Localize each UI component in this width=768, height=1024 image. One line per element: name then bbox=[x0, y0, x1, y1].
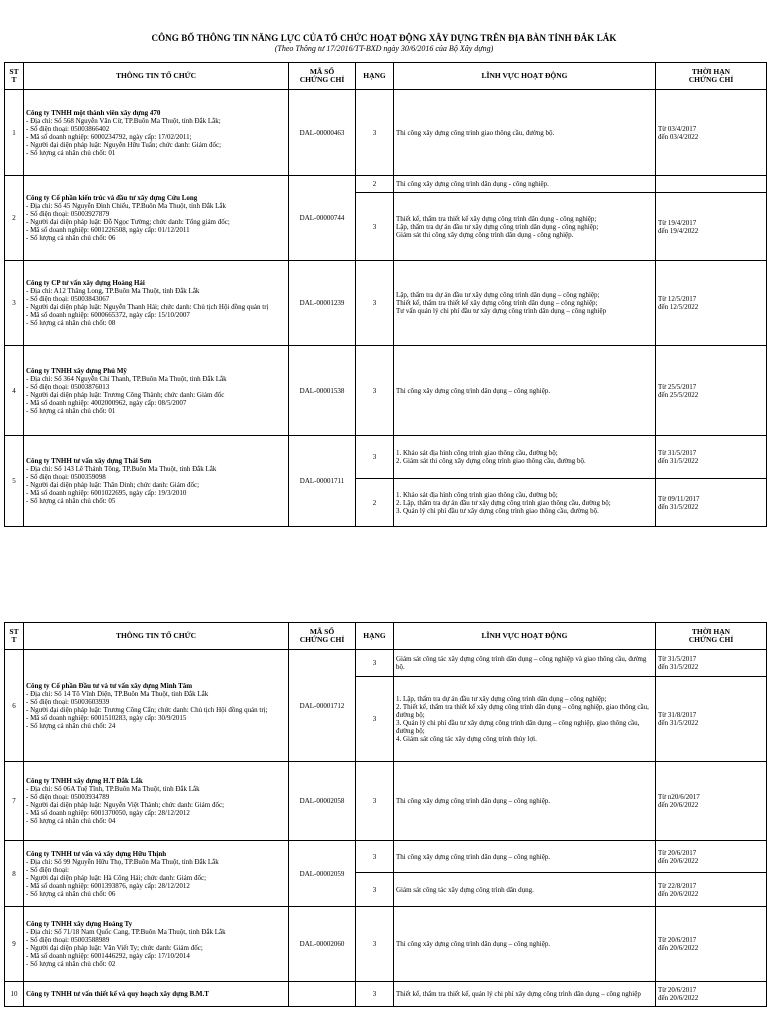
header-rank: HẠNG bbox=[356, 623, 394, 650]
field-line: 1. Khảo sát địa hình công trình giao thông cầu, đường bộ; bbox=[396, 490, 558, 499]
org-name: Công ty TNHH xây dựng H.T Đắk Lắk bbox=[26, 777, 143, 785]
field-of-activity bbox=[394, 841, 656, 873]
field-of-activity bbox=[394, 436, 656, 479]
org-detail-line: - Địa chỉ: Số 99 Nguyễn Hữu Thọ, TP.Buôn Ma Thuột, tỉnh Đắk Lắk bbox=[26, 857, 219, 866]
header-valid: THỜI HẠN CHỨNG CHỈ bbox=[656, 623, 767, 650]
page-subtitle: (Theo Thông tư 17/2016/TT-BXD ngày 30/6/2016 của Bộ Xây dựng) bbox=[274, 44, 494, 53]
row-stt: 7 bbox=[5, 762, 24, 841]
org-name: Công ty TNHH một thành viên xây dựng 470 bbox=[26, 108, 161, 117]
org-name: Công ty CP tư vấn xây dựng Hoàng Hải bbox=[26, 279, 145, 287]
org-detail-line: - Người đại diện pháp luật: Hà Công Hải; chức danh: Giám đốc; bbox=[26, 873, 207, 882]
rank-value: 3 bbox=[356, 346, 394, 436]
org-detail-line: - Số lượng cá nhân chủ chốt: 02 bbox=[26, 960, 116, 968]
org-detail-line: - Số lượng cá nhân chủ chốt: 06 bbox=[26, 889, 116, 898]
org-detail-line: - Số lượng cá nhân chủ chốt: 01 bbox=[26, 406, 116, 415]
rank-value: 3 bbox=[356, 650, 394, 677]
org-info bbox=[24, 982, 289, 1007]
org-detail-line: - Địa chỉ: Số 45 Nguyễn Đình Chiểu, TP.Buôn Ma Thuột, tỉnh Đắk Lắk bbox=[26, 202, 227, 210]
header-valid: THỜI HẠN CHỨNG CHỈ bbox=[656, 63, 767, 90]
table-row bbox=[5, 907, 767, 982]
validity-line: Từ 31/5/2017 bbox=[658, 655, 697, 663]
header-cert: MÃ SỐ CHỨNG CHỈ bbox=[289, 63, 356, 90]
field-line: Lập, thẩm tra dự án đầu tư xây dựng công trình dân dụng – công nghiệp; bbox=[396, 291, 600, 299]
validity-period bbox=[656, 346, 767, 436]
org-name: Công ty TNHH tư vấn và xây dựng Hữu Thịnh bbox=[26, 849, 167, 858]
field-line: Thiết kế, thẩm tra thiết kế, quản lý chi phí xây dựng công trình dân dụng – công nghiệp bbox=[396, 990, 641, 998]
table-row bbox=[5, 261, 767, 346]
org-name: Công ty Cổ phần Đầu tư và tư vấn xây dựng Minh Tâm bbox=[26, 681, 193, 690]
field-of-activity bbox=[394, 982, 656, 1007]
row-stt: 9 bbox=[5, 907, 24, 982]
field-line: Lập, thẩm tra dự án đầu tư xây dựng công trình dân dụng - công nghiệp; bbox=[396, 222, 599, 231]
validity-line: đến 20/6/2022 bbox=[658, 994, 699, 1002]
table-row bbox=[5, 436, 767, 479]
org-table-1 bbox=[4, 62, 767, 527]
header-stt: STT bbox=[5, 63, 24, 90]
validity-period bbox=[656, 193, 767, 261]
header-org: THÔNG TIN TỔ CHỨC bbox=[24, 63, 289, 90]
field-line: 1. Lập, thẩm tra dự án đầu tư xây dựng công trình dân dụng – công nghiệp; bbox=[396, 695, 607, 703]
field-line: Thi công xây dựng công trình dân dụng – công nghiệp. bbox=[396, 797, 551, 805]
header-cert: MÃ SỐ CHỨNG CHỈ bbox=[289, 623, 356, 650]
field-line: 2. Lập, thẩm tra dự án đầu tư xây dựng công trình giao thông cầu, đường bộ; bbox=[396, 498, 611, 507]
field-line: Thiết kế, thẩm tra thiết kế xây dựng công trình dân dụng - công nghiệp; bbox=[396, 214, 597, 223]
org-detail-line: - Người đại diện pháp luật: Nguyễn Hữu Tuấn; chức danh: Giám đốc; bbox=[26, 140, 222, 149]
field-line: 2. Thiết kế, thẩm tra thiết kế xây dựng công trình dân dụng – công nghiệp, giao thông cầu, đường bộ; bbox=[396, 703, 649, 719]
org-name: Công ty TNHH xây dựng Hoàng Ty bbox=[26, 920, 133, 928]
cert-number: DAL-00002060 bbox=[289, 907, 356, 982]
org-detail-line: - Địa chỉ: A12 Thăng Long, TP.Buôn Ma Thuột, tỉnh Đắk Lắk bbox=[26, 287, 200, 295]
org-table-1-body bbox=[5, 90, 767, 527]
validity-period bbox=[656, 650, 767, 677]
validity-line: đến 20/6/2022 bbox=[658, 944, 699, 952]
org-info bbox=[24, 436, 289, 527]
validity-line: Từ 31/5/2017 bbox=[658, 449, 697, 457]
org-detail-line: - Địa chỉ: Số 14 Tô Vĩnh Diện, TP.Buôn Ma Thuột, tỉnh Đắk Lắk bbox=[26, 689, 209, 698]
org-name: Công ty TNHH tư vấn thiết kế và quy hoạch xây dựng B.M.T bbox=[26, 990, 209, 998]
org-detail-line: - Mã số doanh nghiệp: 6000665372, ngày cấp: 15/10/2007 bbox=[26, 311, 190, 319]
row-stt: 4 bbox=[5, 346, 24, 436]
org-detail-line: - Người đại diện pháp luật: Nguyễn Thanh Hải; chức danh: Chủ tịch Hội đồng quản trị bbox=[26, 303, 269, 311]
org-detail-line: - Số điện thoại: 05003934789 bbox=[26, 793, 110, 801]
validity-line: đến 12/5/2022 bbox=[658, 303, 699, 311]
rank-value: 3 bbox=[356, 841, 394, 873]
org-detail-line: - Số điện thoại: 05003927879 bbox=[26, 210, 110, 218]
cert-number: DAL-00000463 bbox=[289, 90, 356, 176]
header-rank: HẠNG bbox=[356, 63, 394, 90]
rank-value: 3 bbox=[356, 982, 394, 1007]
validity-line: đến 31/5/2022 bbox=[658, 663, 699, 671]
row-stt: 1 bbox=[5, 90, 24, 176]
org-detail-line: - Số lượng cá nhân chủ chốt: 01 bbox=[26, 148, 116, 157]
row-stt: 5 bbox=[5, 436, 24, 527]
org-table-2 bbox=[4, 622, 767, 1007]
validity-line: Từ n20/6/2017 bbox=[658, 793, 700, 801]
validity-period bbox=[656, 762, 767, 841]
org-detail-line: - Mã số doanh nghiệp: 6001370050, ngày cấp: 28/12/2012 bbox=[26, 809, 190, 817]
rank-value: 3 bbox=[356, 762, 394, 841]
field-line: 4. Giám sát công tác xây dựng công trình thủy lợi. bbox=[396, 735, 537, 743]
org-detail-line: - Người đại diện pháp luật: Nguyễn Việt Thành; chức danh: Giám đốc; bbox=[26, 801, 225, 809]
table-row bbox=[5, 841, 767, 873]
rank-value: 2 bbox=[356, 176, 394, 193]
field-of-activity bbox=[394, 677, 656, 762]
org-info bbox=[24, 650, 289, 762]
cert-number: DAL-00001711 bbox=[289, 436, 356, 527]
validity-period bbox=[656, 841, 767, 873]
validity-line: đến 31/5/2022 bbox=[658, 719, 699, 727]
org-detail-line: - Người đại diện pháp luật: Đỗ Ngọc Tường; chức danh: Tổng giám đốc; bbox=[26, 218, 230, 226]
row-stt: 6 bbox=[5, 650, 24, 762]
validity-period bbox=[656, 677, 767, 762]
row-stt: 10 bbox=[5, 982, 24, 1007]
validity-period bbox=[656, 982, 767, 1007]
org-info bbox=[24, 841, 289, 907]
org-detail-line: - Mã số doanh nghiệp: 6001446292, ngày cấp: 17/10/2014 bbox=[26, 952, 190, 960]
field-line: Thi công xây dựng công trình giao thông cầu, đường bộ. bbox=[396, 128, 555, 137]
validity-line: đến 20/6/2022 bbox=[658, 801, 699, 809]
field-of-activity bbox=[394, 176, 656, 193]
validity-line: Từ 25/5/2017 bbox=[658, 382, 697, 391]
validity-line: đến 25/5/2022 bbox=[658, 390, 699, 399]
table-row bbox=[5, 982, 767, 1007]
org-info bbox=[24, 762, 289, 841]
org-detail-line: - Mã số doanh nghiệp: 6000234792, ngày cấp: 17/02/2011; bbox=[26, 132, 192, 141]
org-detail-line: - Địa chỉ: Số 364 Nguyễn Chí Thanh, TP.Buôn Ma Thuột, tỉnh Đắk Lắk bbox=[26, 374, 227, 383]
org-detail-line: - Số điện thoại: 05003876013 bbox=[26, 382, 110, 391]
cert-number bbox=[289, 982, 356, 1007]
validity-line: Từ 03/4/2017 bbox=[658, 124, 697, 133]
validity-line: Từ 20/6/2017 bbox=[658, 848, 697, 857]
validity-line: Từ 22/8/2017 bbox=[658, 881, 697, 890]
cert-number: DAL-00001239 bbox=[289, 261, 356, 346]
validity-period bbox=[656, 873, 767, 907]
field-of-activity bbox=[394, 907, 656, 982]
validity-period bbox=[656, 436, 767, 479]
cert-number: DAL-00001538 bbox=[289, 346, 356, 436]
table-row bbox=[5, 346, 767, 436]
cert-number: DAL-00002058 bbox=[289, 762, 356, 841]
validity-line: Từ 31/8/2017 bbox=[658, 711, 697, 719]
org-detail-line: - Số lượng cá nhân chủ chốt: 08 bbox=[26, 319, 116, 327]
field-line: 3. Quản lý chi phí đầu tư xây dựng công trình dân dụng – công nghiệp, giao thông cầu, đường bộ; bbox=[396, 719, 640, 735]
org-detail-line: - Mã số doanh nghiệp: 4002000962, ngày cấp: 08/5/2007 bbox=[26, 398, 187, 407]
validity-line: đến 31/5/2022 bbox=[658, 457, 699, 465]
field-line: Giám sát công tác xây dựng công trình dân dụng. bbox=[396, 885, 534, 894]
field-line: 2. Giám sát thi công xây dựng công trình giao thông cầu, đường bộ. bbox=[396, 457, 586, 465]
field-of-activity bbox=[394, 90, 656, 176]
org-detail-line: - Mã số doanh nghiệp: 6001393876, ngày cấp: 28/12/2012 bbox=[26, 881, 190, 890]
validity-line: Từ 09/11/2017 bbox=[658, 494, 700, 503]
rank-value: 3 bbox=[356, 907, 394, 982]
org-info bbox=[24, 907, 289, 982]
org-detail-line: - Người đại diện pháp luật: Thân Dinh; chức danh: Giám đốc; bbox=[26, 481, 200, 489]
row-stt: 2 bbox=[5, 176, 24, 261]
table-row bbox=[5, 650, 767, 677]
org-detail-line: - Số lượng cá nhân chủ chốt: 24 bbox=[26, 721, 116, 730]
cert-number: DAL-00000744 bbox=[289, 176, 356, 261]
validity-line: đến 19/4/2022 bbox=[658, 226, 699, 235]
org-detail-line: - Người đại diện pháp luật: Văn Viết Ty; chức danh: Giám đốc; bbox=[26, 944, 203, 952]
rank-value: 2 bbox=[356, 479, 394, 527]
field-line: 3. Quản lý chi phí đầu tư xây dựng công trình giao thông cầu, đường bộ. bbox=[396, 506, 599, 515]
field-of-activity bbox=[394, 261, 656, 346]
org-detail-line: - Số điện thoại: 0500359098 bbox=[26, 473, 106, 481]
header-field: LĨNH VỰC HOẠT ĐỘNG bbox=[394, 63, 656, 90]
cert-number: DAL-00001712 bbox=[289, 650, 356, 762]
field-of-activity bbox=[394, 650, 656, 677]
validity-line: Từ 20/6/2017 bbox=[658, 936, 697, 944]
validity-period bbox=[656, 90, 767, 176]
org-name: Công ty TNHH xây dựng Phú Mỹ bbox=[26, 366, 127, 375]
org-name: Công ty TNHH tư vấn xây dựng Thái Sơn bbox=[26, 457, 152, 465]
header-org: THÔNG TIN TỔ CHỨC bbox=[24, 623, 289, 650]
org-info bbox=[24, 346, 289, 436]
row-stt: 3 bbox=[5, 261, 24, 346]
validity-line: đến 20/6/2022 bbox=[658, 889, 699, 898]
org-detail-line: - Số điện thoại: 05003843067 bbox=[26, 295, 110, 303]
page-title: CÔNG BỐ THÔNG TIN NĂNG LỰC CỦA TỔ CHỨC HOẠT ĐỘNG XÂY DỰNG TRÊN ĐỊA BÀN TỈNH ĐẮK LẮK bbox=[151, 33, 617, 43]
org-detail-line: - Số lượng cá nhân chủ chốt: 05 bbox=[26, 497, 116, 505]
org-detail-line: - Địa chỉ: Số 71/18 Nam Quốc Cang, TP.Buôn Ma Thuột, tỉnh Đắk Lắk bbox=[26, 928, 226, 936]
org-detail-line: - Mã số doanh nghiệp: 6001226508, ngày cấp: 01/12/2011 bbox=[26, 226, 190, 234]
org-detail-line: - Số điện thoại: 05003603939 bbox=[26, 697, 110, 706]
validity-period bbox=[656, 907, 767, 982]
org-detail-line: - Số lượng cá nhân chủ chốt: 04 bbox=[26, 817, 116, 825]
validity-line: Từ 19/4/2017 bbox=[658, 218, 697, 227]
org-detail-line: - Số điện thoại: 05003588989 bbox=[26, 936, 110, 944]
org-detail-line: - Số điện thoại: 05003866402 bbox=[26, 124, 110, 133]
rank-value: 3 bbox=[356, 261, 394, 346]
field-line: Giám sát thi công xây dựng công trình dân dụng - công nghiệp. bbox=[396, 230, 574, 239]
org-detail-line: - Địa chỉ: Số 568 Nguyễn Văn Cừ, TP.Buôn Ma Thuột, tỉnh Đắk Lắk; bbox=[26, 116, 221, 125]
validity-line: đến 03/4/2022 bbox=[658, 132, 699, 141]
table-row bbox=[5, 762, 767, 841]
field-line: Giám sát công tác xây dựng công trình dân dụng – công nghiệp và giao thông cầu, đường bộ. bbox=[396, 655, 647, 671]
field-of-activity bbox=[394, 346, 656, 436]
rank-value: 3 bbox=[356, 436, 394, 479]
org-detail-line: - Người đại diện pháp luật: Trương Công Cẩn; chức danh: Chủ tịch Hội đồng quản trị; bbox=[26, 705, 268, 714]
validity-line: đến 31/5/2022 bbox=[658, 502, 699, 511]
table-row bbox=[5, 176, 767, 193]
field-of-activity bbox=[394, 479, 656, 527]
org-detail-line: - Mã số doanh nghiệp: 6001510283, ngày cấp: 30/9/2015 bbox=[26, 713, 187, 722]
validity-line: Từ 20/6/2017 bbox=[658, 986, 697, 994]
field-line: 1. Khảo sát địa hình công trình giao thông cầu, đường bộ; bbox=[396, 449, 558, 457]
org-detail-line: - Địa chỉ: Số 143 Lê Thánh Tông, TP.Buôn Ma Thuột, tỉnh Đắk Lắk bbox=[26, 465, 217, 473]
field-of-activity bbox=[394, 193, 656, 261]
org-name: Công ty Cổ phần kiến trúc và đầu tư xây dựng Cửu Long bbox=[26, 194, 198, 202]
header-stt: STT bbox=[5, 623, 24, 650]
header-field: LĨNH VỰC HOẠT ĐỘNG bbox=[394, 623, 656, 650]
cert-number: DAL-00002059 bbox=[289, 841, 356, 907]
field-line: Thi công xây dựng công trình dân dụng – công nghiệp. bbox=[396, 940, 551, 948]
org-detail-line: - Địa chỉ: Số 06A Tuệ Tĩnh, TP.Buôn Ma Thuột, tỉnh Đắk Lắk bbox=[26, 785, 200, 793]
org-info bbox=[24, 176, 289, 261]
org-info bbox=[24, 261, 289, 346]
field-of-activity bbox=[394, 873, 656, 907]
field-line: Thiết kế, thẩm tra thiết kế xây dựng công trình dân dụng – công nghiệp; bbox=[396, 299, 598, 307]
org-table-2-body bbox=[5, 650, 767, 1007]
validity-period bbox=[656, 261, 767, 346]
org-detail-line: - Mã số doanh nghiệp: 6001022695, ngày cấp: 19/3/2010 bbox=[26, 489, 187, 497]
validity-line: Từ 12/5/2017 bbox=[658, 295, 697, 303]
table-row bbox=[5, 90, 767, 176]
field-line: Thi công xây dựng công trình dân dụng – công nghiệp. bbox=[396, 852, 551, 861]
rank-value: 3 bbox=[356, 193, 394, 261]
org-detail-line: - Số điện thoại: bbox=[26, 865, 69, 874]
rank-value: 3 bbox=[356, 677, 394, 762]
field-of-activity bbox=[394, 762, 656, 841]
field-line: Thi công xây dựng công trình dân dụng – công nghiệp. bbox=[396, 386, 551, 395]
org-detail-line: - Người đại diện pháp luật: Trương Công Thành; chức danh: Giám đốc bbox=[26, 390, 225, 399]
validity-period bbox=[656, 176, 767, 193]
rank-value: 3 bbox=[356, 90, 394, 176]
rank-value: 3 bbox=[356, 873, 394, 907]
validity-line: đến 20/6/2022 bbox=[658, 856, 699, 865]
field-line: Thi công xây dựng công trình dân dụng - công nghiệp. bbox=[396, 180, 549, 188]
org-detail-line: - Số lượng cá nhân chủ chốt: 06 bbox=[26, 234, 116, 242]
field-line: Tư vấn quản lý chi phí đầu tư xây dựng công trình dân dụng – công nghiệp bbox=[396, 307, 607, 315]
validity-period bbox=[656, 479, 767, 527]
org-info bbox=[24, 90, 289, 176]
row-stt: 8 bbox=[5, 841, 24, 907]
